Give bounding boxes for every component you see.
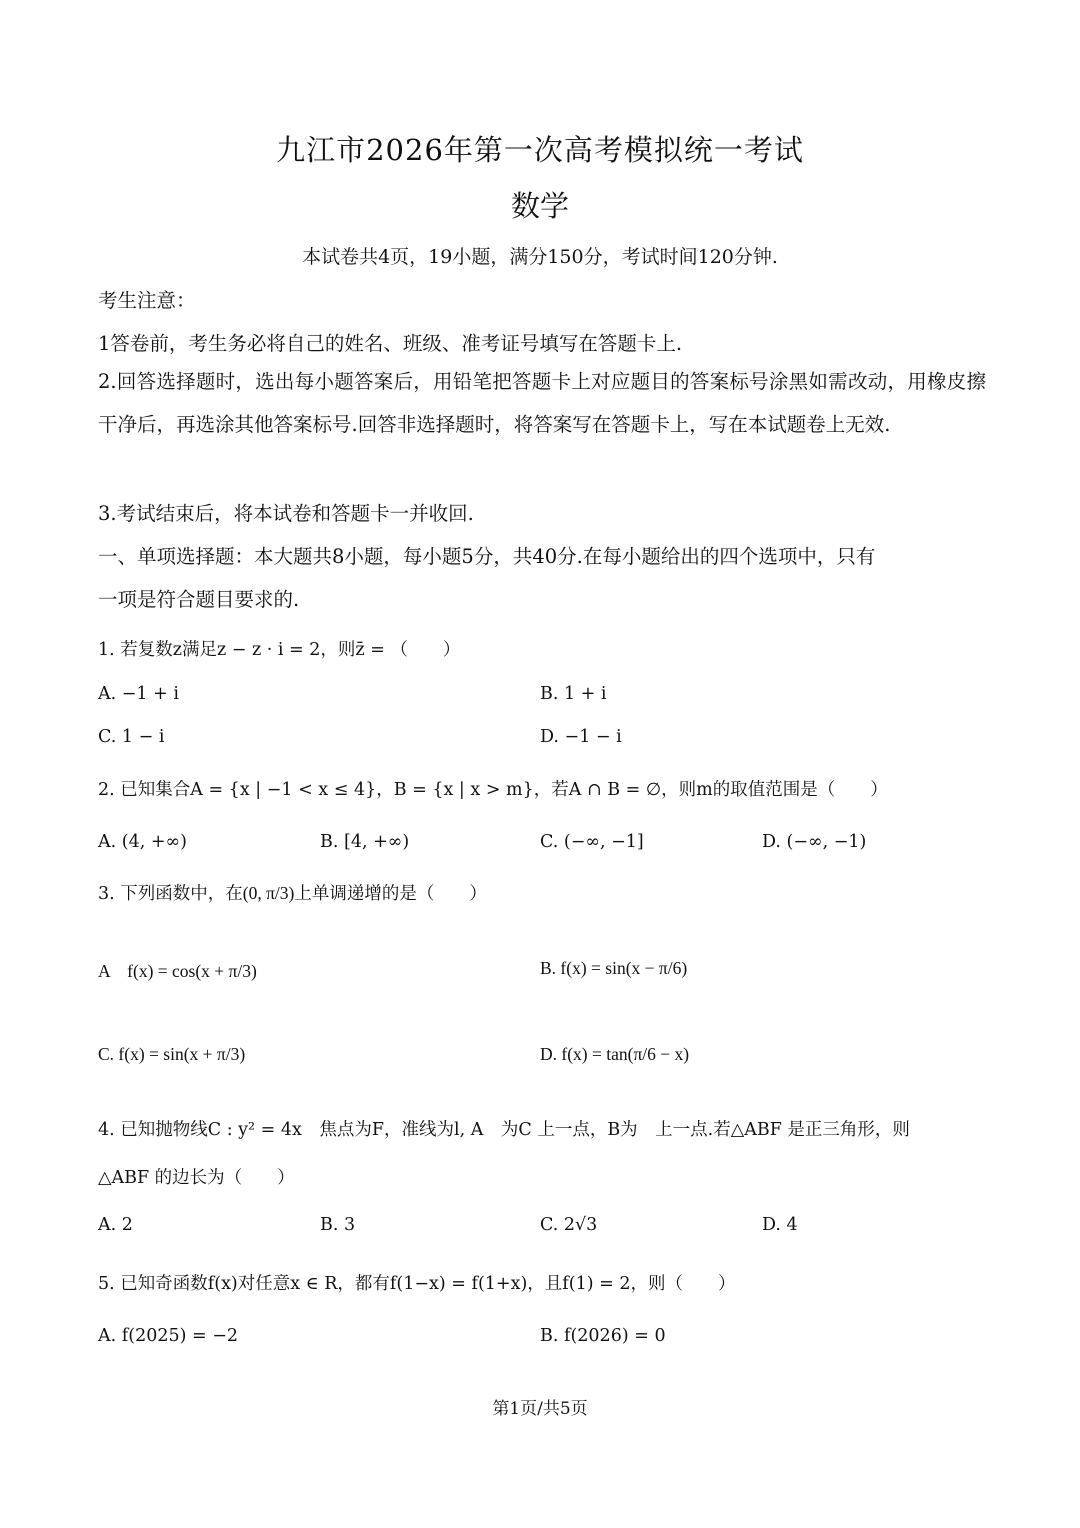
question-1-stem: 1. 若复数z满足z − z · i = 2，则z̄ = （ ） [98, 640, 461, 660]
question-4-option-b: B. 3 [320, 1215, 356, 1235]
question-3-stem-pre: 3. 下列函数中，在 [98, 884, 243, 904]
question-2-option-d: D. (−∞, −1) [762, 832, 867, 852]
question-3-stem-post: 上单调递增的是（ ） [294, 884, 487, 904]
section-heading-line1: 一、单项选择题：本大题共8小题，每小题5分，共40分.在每小题给出的四个选项中，只有 [98, 545, 876, 568]
question-2-option-a: A. (4, +∞) [98, 832, 187, 852]
notice-heading: 考生注意： [98, 289, 196, 312]
question-1-option-a: A. −1 + i [98, 684, 179, 704]
notice-item-2: 2.回答选择题时，选出每小题答案后，用铅笔把答题卡上对应题目的答案标号涂黑如需改动，用橡皮擦干净后，再选涂其他答案标号.回答非选择题时，将答案写在答题卡上，写在本试题卷上无效. [98, 370, 986, 436]
question-3-interval: (0, π/3) [242, 883, 295, 903]
question-4-stem-line1: 4. 已知抛物线C : y² = 4x 焦点为F，准线为l, A 为C 上一点，B为 上一点.若△ABF 是正三角形，则 [98, 1120, 910, 1140]
question-4-option-a: A. 2 [98, 1215, 133, 1235]
page-number: 第1页/共5页 [492, 1399, 588, 1419]
question-5-option-a: A. f(2025) = −2 [98, 1326, 239, 1346]
question-5-option-b: B. f(2026) = 0 [540, 1326, 666, 1346]
notice-item-1: 1答卷前，考生务必将自己的姓名、班级、准考证号填写在答题卡上. [98, 332, 683, 355]
question-4-stem-line2: △ABF 的边长为（ ） [98, 1168, 295, 1188]
section-heading-line2: 一项是符合题目要求的. [98, 588, 300, 611]
question-1-option-b: B. 1 + i [540, 684, 607, 704]
question-2-option-b: B. [4, +∞) [320, 832, 410, 852]
question-3-stem [98, 880, 487, 905]
exam-subject: 数学 [510, 189, 569, 223]
question-3-option-c: C. f(x) = sin(x + π/3) [98, 1044, 246, 1064]
question-1-option-c: C. 1 − i [98, 727, 165, 747]
question-4-option-d: D. 4 [762, 1215, 798, 1235]
question-2-option-c: C. (−∞, −1] [540, 832, 644, 852]
question-5-stem: 5. 已知奇函数f(x)对任意x ∈ R，都有f(1−x) = f(1+x)，且f(1) = 2，则（ ） [98, 1274, 736, 1294]
question-4-option-c: C. 2√3 [540, 1215, 598, 1235]
question-2-stem: 2. 已知集合A = {x | −1 < x ≤ 4}，B = {x | x > m}，若A ∩ B = ∅，则m的取值范围是（ ） [98, 780, 888, 800]
exam-info: 本试卷共4页，19小题，满分150分，考试时间120分钟. [302, 246, 778, 268]
question-3-option-b: B. f(x) = sin(x − π/6) [540, 958, 688, 978]
notice-item-3: 3.考试结束后，将本试卷和答题卡一并收回. [98, 502, 474, 525]
question-1-option-d: D. −1 − i [540, 727, 622, 747]
question-3-option-a: A f(x) = cos(x + π/3) [98, 961, 257, 981]
question-3-option-d: D. f(x) = tan(π/6 − x) [540, 1044, 690, 1064]
exam-title: 九江市2026年第一次高考模拟统一考试 [276, 133, 804, 167]
